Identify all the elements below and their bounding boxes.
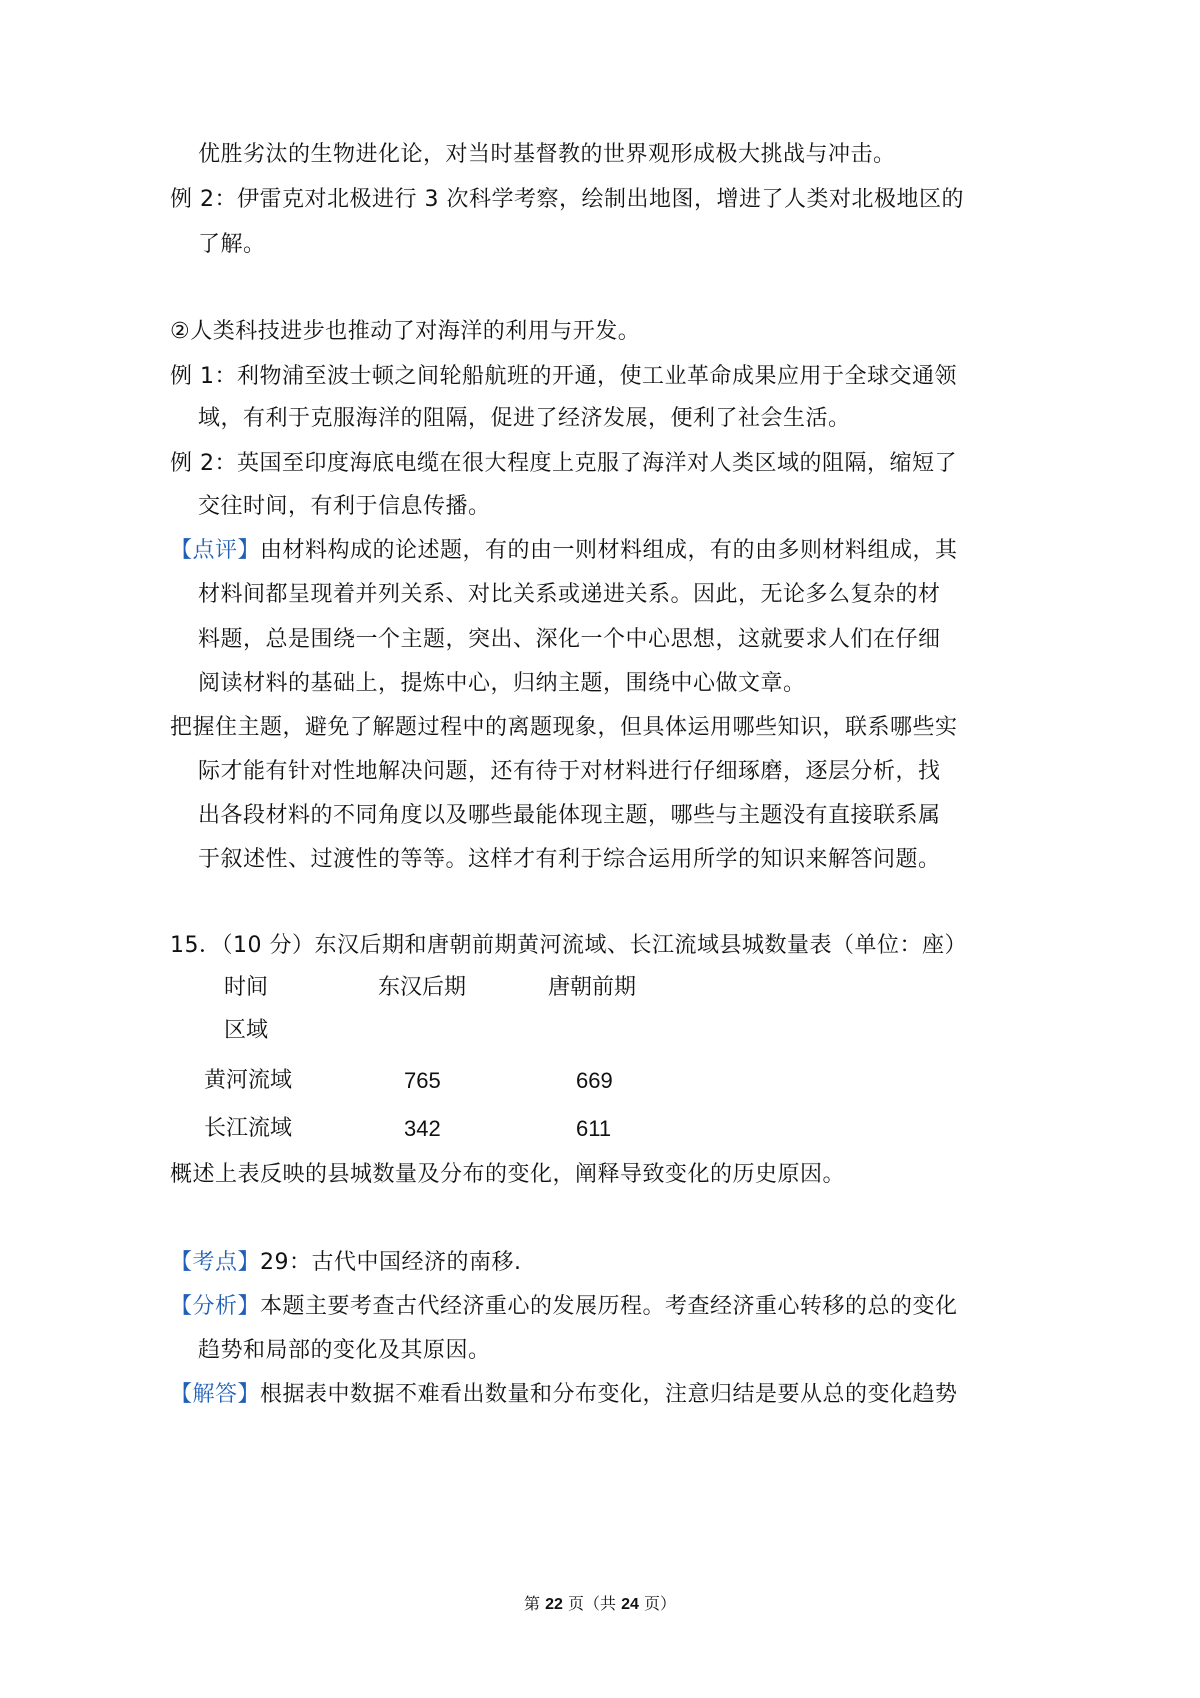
text-line: 例 1：利物浦至波士顿之间轮船航班的开通，使工业革命成果应用于全球交通领 xyxy=(170,364,957,389)
table-cell: 342 xyxy=(404,1116,441,1141)
paragraph-line: 把握住主题，避免了解题过程中的离题现象，但具体运用哪些知识，联系哪些实 xyxy=(170,715,958,740)
question-title: 15．（10 分）东汉后期和唐朝前期黄河流域、长江流域县城数量表（单位：座） xyxy=(170,933,967,958)
paragraph-line: 于叙述性、过渡性的等等。这样才有利于综合运用所学的知识来解答问题。 xyxy=(198,847,941,872)
fenxi-text: 本题主要考查古代经济重心的发展历程。考查经济重心转移的总的变化 xyxy=(260,1294,958,1319)
text-line: 交往时间，有利于信息传播。 xyxy=(198,494,491,519)
jieda-line xyxy=(170,1380,958,1410)
table-cell: 669 xyxy=(576,1068,613,1093)
fenxi-continuation: 趋势和局部的变化及其原因。 xyxy=(198,1338,491,1363)
jieda-text: 根据表中数据不难看出数量和分布变化，注意归结是要从总的变化趋势 xyxy=(260,1382,958,1407)
comment-line: 材料间都呈现着并列关系、对比关系或递进关系。因此，无论多么复杂的材 xyxy=(198,582,941,607)
footer-suffix: 页） xyxy=(643,1594,676,1613)
footer-total-pages: 24 xyxy=(621,1596,639,1613)
fenxi-line xyxy=(170,1292,958,1322)
text-line: 例 2：伊雷克对北极进行 3 次科学考察，绘制出地图，增进了人类对北极地区的 xyxy=(170,187,964,212)
kaodian-line xyxy=(170,1248,522,1278)
table-corner-top: 时间 xyxy=(224,975,269,1000)
footer-page-number: 22 xyxy=(545,1596,563,1613)
table-corner-bottom: 区域 xyxy=(224,1018,269,1043)
comment-text: 由材料构成的论述题，有的由一则材料组成，有的由多则材料组成，其 xyxy=(260,538,958,563)
paragraph-line: 出各段材料的不同角度以及哪些最能体现主题，哪些与主题没有直接联系属 xyxy=(198,803,941,828)
table-cell: 765 xyxy=(404,1068,441,1093)
text-line: 域，有利于克服海洋的阻隔，促进了经济发展，便利了社会生活。 xyxy=(198,406,851,431)
fenxi-tag: 【分析】 xyxy=(170,1294,261,1319)
kaodian-tag: 【考点】 xyxy=(170,1250,261,1275)
comment-tag: 【点评】 xyxy=(170,538,261,563)
text-line: ②人类科技进步也推动了对海洋的利用与开发。 xyxy=(170,319,641,344)
table-header-col: 唐朝前期 xyxy=(548,975,637,1000)
table-header-col: 东汉后期 xyxy=(378,975,467,1000)
footer-prefix: 第 xyxy=(523,1594,540,1613)
text-line: 例 2：英国至印度海底电缆在很大程度上克服了海洋对人类区域的阻隔，缩短了 xyxy=(170,451,957,476)
comment-line: 阅读材料的基础上，提炼中心，归纳主题，围绕中心做文章。 xyxy=(198,671,806,696)
table-row-label: 长江流域 xyxy=(204,1116,293,1141)
text-line: 了解。 xyxy=(198,232,266,257)
kaodian-text: 29：古代中国经济的南移. xyxy=(260,1250,522,1275)
comment-line: 料题，总是围绕一个主题，突出、深化一个中心思想，这就要求人们在仔细 xyxy=(198,627,941,652)
footer-middle: 页（共 xyxy=(567,1594,616,1613)
paragraph-line: 际才能有针对性地解决问题，还有待于对材料进行仔细琢磨，逐层分析，找 xyxy=(198,759,941,784)
jieda-tag: 【解答】 xyxy=(170,1382,261,1407)
text-line: 优胜劣汰的生物进化论，对当时基督教的世界观形成极大挑战与冲击。 xyxy=(198,142,896,167)
question-prompt: 概述上表反映的县城数量及分布的变化，阐释导致变化的历史原因。 xyxy=(170,1162,846,1187)
table-row-label: 黄河流域 xyxy=(204,1068,293,1093)
page-footer xyxy=(0,1592,1200,1617)
comment-first-line xyxy=(170,536,958,566)
table-cell: 611 xyxy=(576,1116,612,1141)
